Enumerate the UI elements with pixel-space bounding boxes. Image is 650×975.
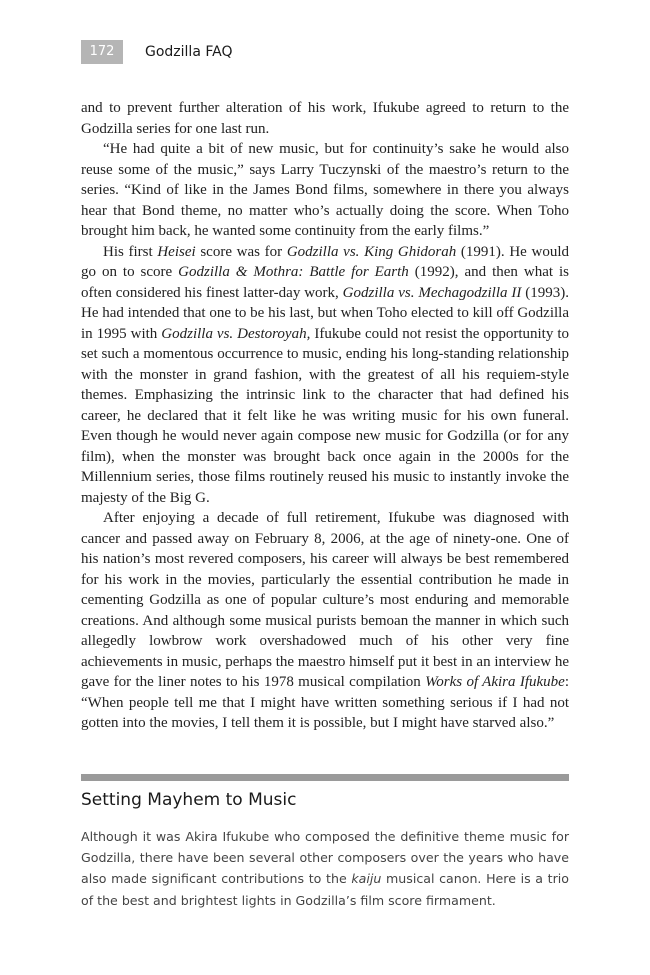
page-header bbox=[81, 40, 232, 64]
section-divider bbox=[81, 774, 569, 781]
paragraph-3-text-1: His first bbox=[103, 243, 158, 260]
film-title-mechagodzilla-ii: Godzilla vs. Mechagodzilla II bbox=[342, 284, 522, 301]
film-title-destoroyah: Godzilla vs. Destoroyah, bbox=[161, 325, 311, 342]
paragraph-4-text-1: After enjoying a decade of full retirement, Ifukube was diagnosed with cancer and passed away on February 8, 2006, at the age of ninety-one. One of his nation’s most revered composers, his career will always be best remembered for his work in the movies, particularly the essential contribution he made in cementing Godzilla as one of popular culture’s most enduring and memorable creations. And although some musical purists bemoan the manner in which such allegedly lowbrow work overshadowed much of his other very fine achievements in music, perhaps the maestro himself put it best in an interview he gave for the liner notes to his 1978 musical compilation bbox=[81, 510, 569, 690]
page-number: 172 bbox=[81, 40, 123, 64]
sidebar-title: Setting Mayhem to Music bbox=[81, 790, 297, 810]
paragraph-3-text-6: Ifukube could not resist the opportunity to set such a momentous occurrence to music, ending his long-standing relationship with the monster in grand fashion, with the greatest of all his requiem-style themes. Emphasizing the intrinsic link to the character that had defined his career, he declared that it felt like he was writing music for his own funeral. Even though he would never again compose new music for Godzilla (or for any film), when the monster was brought back once again in the 2000s for the Millennium series, those films routinely reused his music to instantly invoke the majesty of the Big G. bbox=[81, 325, 569, 506]
paragraph-3-italic-1: Heisei bbox=[157, 243, 196, 260]
paragraph-3-text-5: (1993). He had intended that one to be his last, but when Toho elected to kill off Godzilla in 1995 with bbox=[81, 284, 569, 342]
main-text bbox=[81, 98, 569, 734]
sidebar-italic-kaiju: kaiju bbox=[351, 871, 382, 887]
paragraph-1: and to prevent further alteration of his work, Ifukube agreed to return to the Godzilla series for one last run. bbox=[81, 100, 569, 137]
paragraph-3-text-4: (1992), and then what is often considered his finest latter-day work, bbox=[81, 264, 569, 301]
paragraph-2: “He had quite a bit of new music, but for continuity’s sake he would also reuse some of the music,” says Larry Tuczynski of the maestro’s return to the series. “Kind of like in the James Bond films, somewhere in there you always hear that Bond theme, no matter who’s actually doing the score. When Toho brought him back, he wanted some continuity from the early films.” bbox=[81, 141, 569, 239]
film-title-king-ghidorah: Godzilla vs. King Ghidorah bbox=[286, 243, 457, 260]
paragraph-4-text-2: : “When people tell me that I might have written something serious if I had not gotten into the movies, I tell them it is possible, but I might have starved also.” bbox=[81, 674, 569, 731]
sidebar-text bbox=[81, 826, 569, 911]
paragraph-3 bbox=[81, 242, 569, 509]
paragraph-3-text-2: score was for bbox=[195, 243, 287, 260]
running-head: Godzilla FAQ bbox=[145, 44, 233, 60]
sidebar-text-1: Although it was Akira Ifukube who composed the definitive theme music for Godzilla, there have been several other composers over the years who have also made significant contributions to the bbox=[81, 829, 569, 887]
paragraph-3-text-3: (1991). He would go on to score bbox=[81, 243, 570, 280]
sidebar-text-2: musical canon. Here is a trio of the best and brightest lights in Godzilla’s film score firmament. bbox=[81, 871, 569, 908]
sidebar-paragraph bbox=[81, 826, 569, 911]
paragraph-4 bbox=[81, 508, 569, 734]
album-title-works-of-akira-ifukube: Works of Akira Ifukube bbox=[425, 674, 565, 690]
film-title-battle-for-earth: Godzilla & Mothra: Battle for Earth bbox=[178, 264, 409, 280]
